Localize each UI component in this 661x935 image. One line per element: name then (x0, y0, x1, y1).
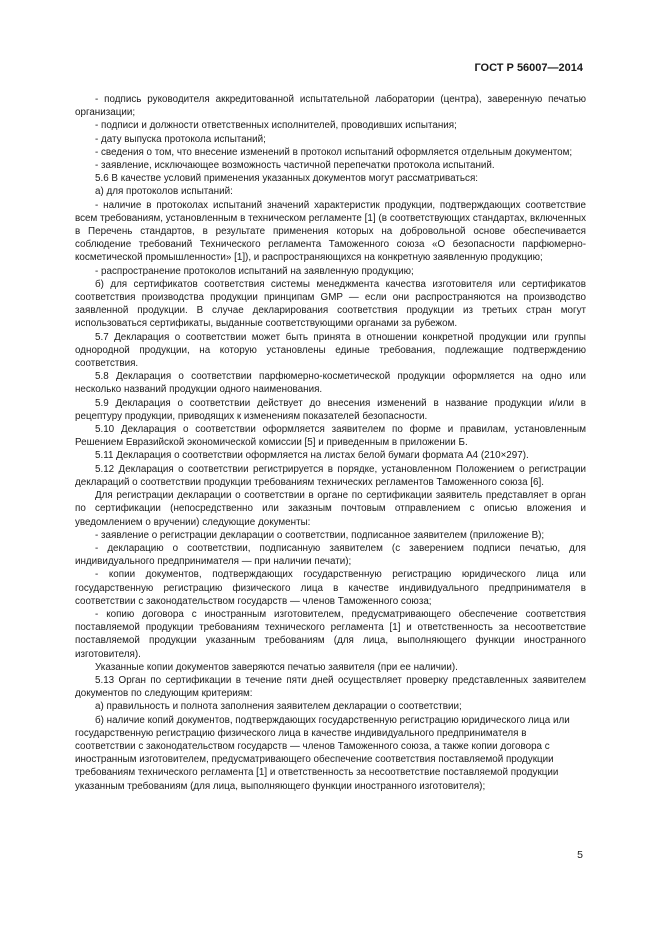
paragraph: б) наличие копий документов, подтверждающих государственную регистрацию юридического лица или государственную регистрацию физического лица в качестве индивидуального предпринимателя в соответствии с законодательством государств — членов Таможенного союза, а также копии договора с иностранным изготовителем, предусматривающего обеспечение соответствия поставляемой продукции требованиям технического регламента [1] и ответственность за несоответствие поставляемой продукции указанным требованиям (для лица, выполняющего функции иностранного изготовителя); (75, 714, 570, 792)
paragraph: 5.6 В качестве условий применения указанных документов могут рассматриваться: (95, 173, 479, 185)
paragraph: - заявление о регистрации декларации о соответствии, подписанное заявителем (приложение В); (95, 529, 545, 541)
paragraph: - сведения о том, что внесение изменений в протокол испытаний оформляется отдельным документом; (95, 146, 573, 158)
paragraph: - декларацию о соответствии, подписанную заявителем (с заверением подписи печатью, для индивидуального предпринимателя — при наличии печати); (75, 542, 586, 568)
paragraph: - подпись руководителя аккредитованной испытательной лаборатории (центра), заверенную печатью организации; (75, 94, 586, 119)
document-header: ГОСТ Р 56007—2014 (474, 62, 583, 74)
paragraph: 5.8 Декларация о соответствии парфюмерно-косметической продукции оформляется на одно или несколько названий продукции одного наименования. (75, 371, 586, 396)
page-number: 5 (577, 849, 583, 861)
paragraph: - подписи и должности ответственных исполнителей, проводивших испытания; (95, 120, 457, 132)
paragraph: - наличие в протоколах испытаний значений характеристик продукции, подтверждающих соответствие всем требованиям, установленным в техническом регламенте [1] (в соответствующих стандартах, включенных в Перечень стандартов, в результате применения которых на добровольной основе обеспечивается соблюдение требований Технического регламента Таможенного союза «О безопасности парфюмерно-косметической промышленности» [1]), и распространяющихся на конкретную заявленную продукцию; (75, 199, 586, 264)
paragraph: 5.7 Декларация о соответствии может быть принята в отношении конкретной продукции или группы однородной продукции, на которую установлены единые требования, подлежащие подтверждению соответствия. (75, 331, 586, 370)
paragraph: - заявление, исключающее возможность частичной перепечатки протокола испытаний. (95, 160, 495, 172)
paragraph: 5.13 Орган по сертификации в течение пяти дней осуществляет проверку представленных заявителем документов по следующим критериям: (75, 674, 586, 700)
paragraph: 5.9 Декларация о соответствии действует до внесения изменений в название продукции и/или в рецептуру продукции, приводящих к изменениям показателей безопасности. (75, 397, 586, 422)
paragraph: 5.12 Декларация о соответствии регистрируется в порядке, установленном Положением о регистрации деклараций о соответствии продукции требованиям технических регламентов Таможенного союза [6]. (75, 463, 586, 488)
paragraph: - копию договора с иностранным изготовителем, предусматривающего обеспечение соответствия поставляемой продукции требованиям технического регламента [1] и ответственность за несоответствие поставляемой продукции указанным требованиям (для лица, выполняющего функции иностранного изготовителя). (75, 608, 586, 660)
paragraph: - копии документов, подтверждающих государственную регистрацию юридического лица или государственную регистрацию физического лица в качестве индивидуального предпринимателя в соответствии с законодательством государств — членов Таможенного союза; (75, 569, 586, 607)
paragraph: Указанные копии документов заверяются печатью заявителя (при ее наличии). (95, 661, 458, 673)
document-body (75, 93, 586, 793)
paragraph: 5.11 Декларация о соответствии оформляется на листах белой бумаги формата А4 (210×297). (95, 450, 529, 462)
paragraph: Для регистрации декларации о соответствии в органе по сертификации заявитель представляет в орган по сертификации (непосредственно или заказным почтовым отправлением с описью вложения и уведомлением о вручении) следующие документы: (75, 490, 586, 528)
paragraph: 5.10 Декларация о соответствии оформляется заявителем по форме и правилам, установленным Решением Евразийской экономической комиссии [5] и приведенным в приложении Б. (75, 424, 586, 449)
paragraph: - дату выпуска протокола испытаний; (95, 133, 266, 145)
paragraph: а) для протоколов испытаний: (95, 186, 233, 198)
paragraph: а) правильность и полнота заполнения заявителем декларации о соответствии; (95, 701, 462, 713)
paragraph: - распространение протоколов испытаний на заявленную продукцию; (95, 265, 414, 277)
paragraph: б) для сертификатов соответствия системы менеджмента качества изготовителя или сертификатов соответствия производства продукции принципам GMP — если они распространяются на производство заявленной продукции. В случае декларирования соответствия продукции из третьих стран могут использоваться сертификаты, выданные соответствующими органами за рубежом. (75, 278, 586, 330)
